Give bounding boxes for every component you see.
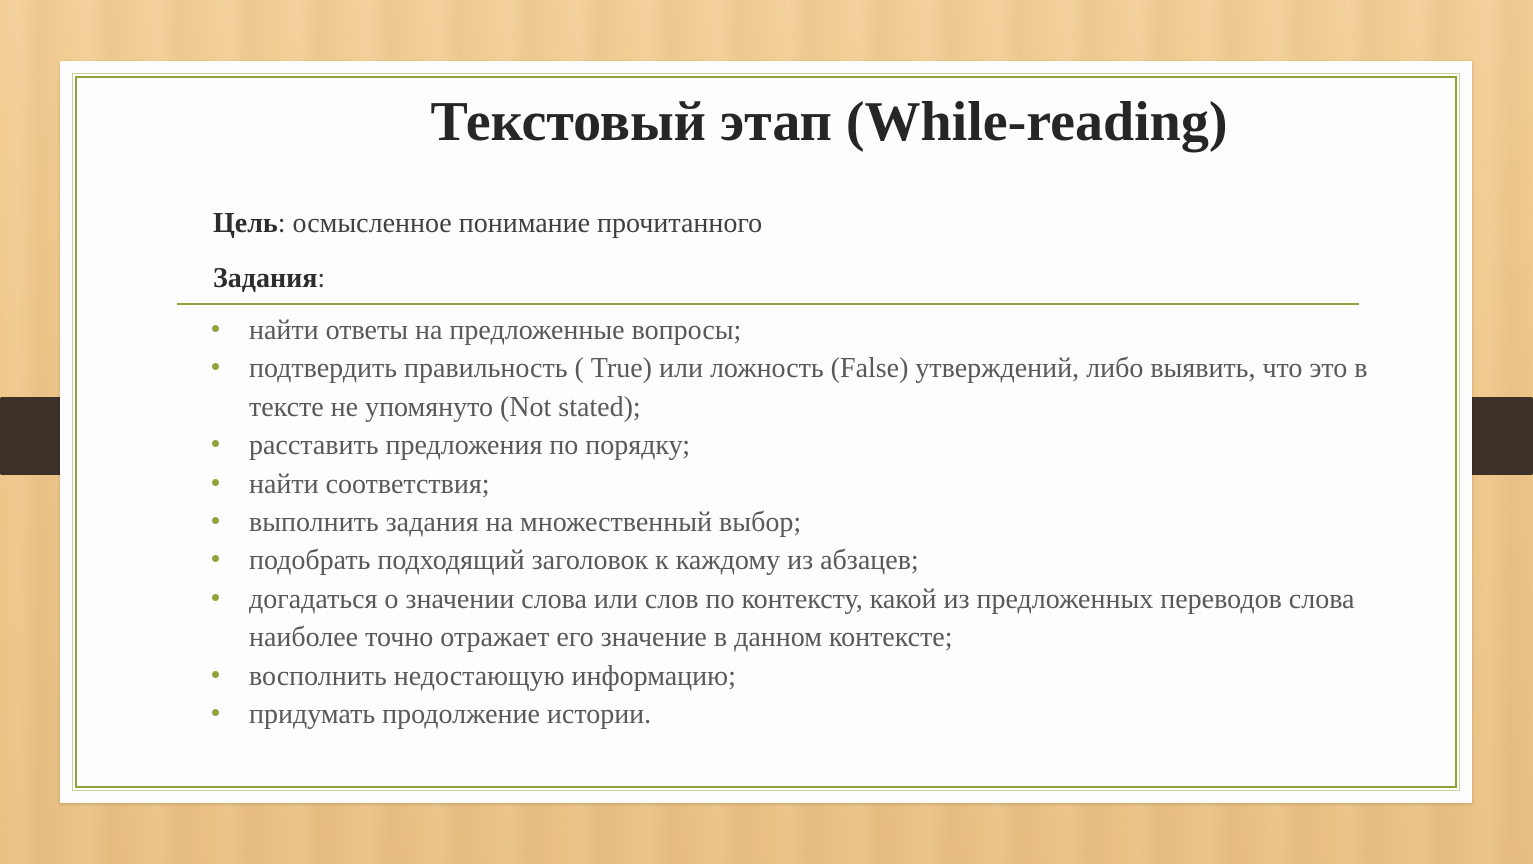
bullet-dot-icon <box>212 555 219 562</box>
bullet-dot-icon <box>212 440 219 447</box>
goal-label: Цель <box>213 208 278 239</box>
list-item-text: подтвердить правильность ( True) или ложность (False) утверждений, либо выявить, что это в тексте не упомянуто (Not stated); <box>249 353 1368 423</box>
list-item <box>210 427 1420 465</box>
task-list <box>210 312 1420 734</box>
tasks-line <box>213 263 325 295</box>
list-item-text: найти соответствия; <box>249 468 490 500</box>
list-item <box>210 504 1420 542</box>
list-item-text: подобрать подходящий заголовок к каждому из абзацев; <box>249 545 919 577</box>
list-item-text: выполнить задания на множественный выбор; <box>249 507 802 539</box>
list-item <box>210 350 1420 427</box>
bullet-dot-icon <box>212 325 219 332</box>
slide-title: Текстовый этап (While-reading) <box>430 91 1228 153</box>
list-item <box>210 696 1420 734</box>
bullet-dot-icon <box>212 363 219 370</box>
bullet-dot-icon <box>212 479 219 486</box>
list-item-text: догадаться о значении слова или слов по контексту, какой из предложенных переводов слова наиболее точно отражает его значение в данном контексте; <box>249 583 1355 654</box>
bullet-dot-icon <box>212 594 219 601</box>
list-item <box>210 466 1420 504</box>
goal-line <box>213 208 762 240</box>
tasks-label: Задания <box>213 263 318 294</box>
tasks-separator: : <box>317 263 326 294</box>
bullet-dot-icon <box>212 517 219 524</box>
goal-separator: : <box>277 208 286 239</box>
divider-rule <box>177 303 1359 305</box>
list-item-text: восполнить недостающую информацию; <box>249 660 736 692</box>
bullet-dot-icon <box>212 709 219 716</box>
bullet-dot-icon <box>212 671 219 678</box>
list-item-text: придумать продолжение истории. <box>249 699 652 731</box>
list-item <box>210 581 1420 658</box>
list-item <box>210 312 1420 350</box>
goal-text: осмысленное понимание прочитанного <box>285 208 763 239</box>
list-item <box>210 658 1420 696</box>
list-item-text: найти ответы на предложенные вопросы; <box>249 315 742 346</box>
list-item <box>210 542 1420 580</box>
list-item-text: расставить предложения по порядку; <box>249 430 691 462</box>
